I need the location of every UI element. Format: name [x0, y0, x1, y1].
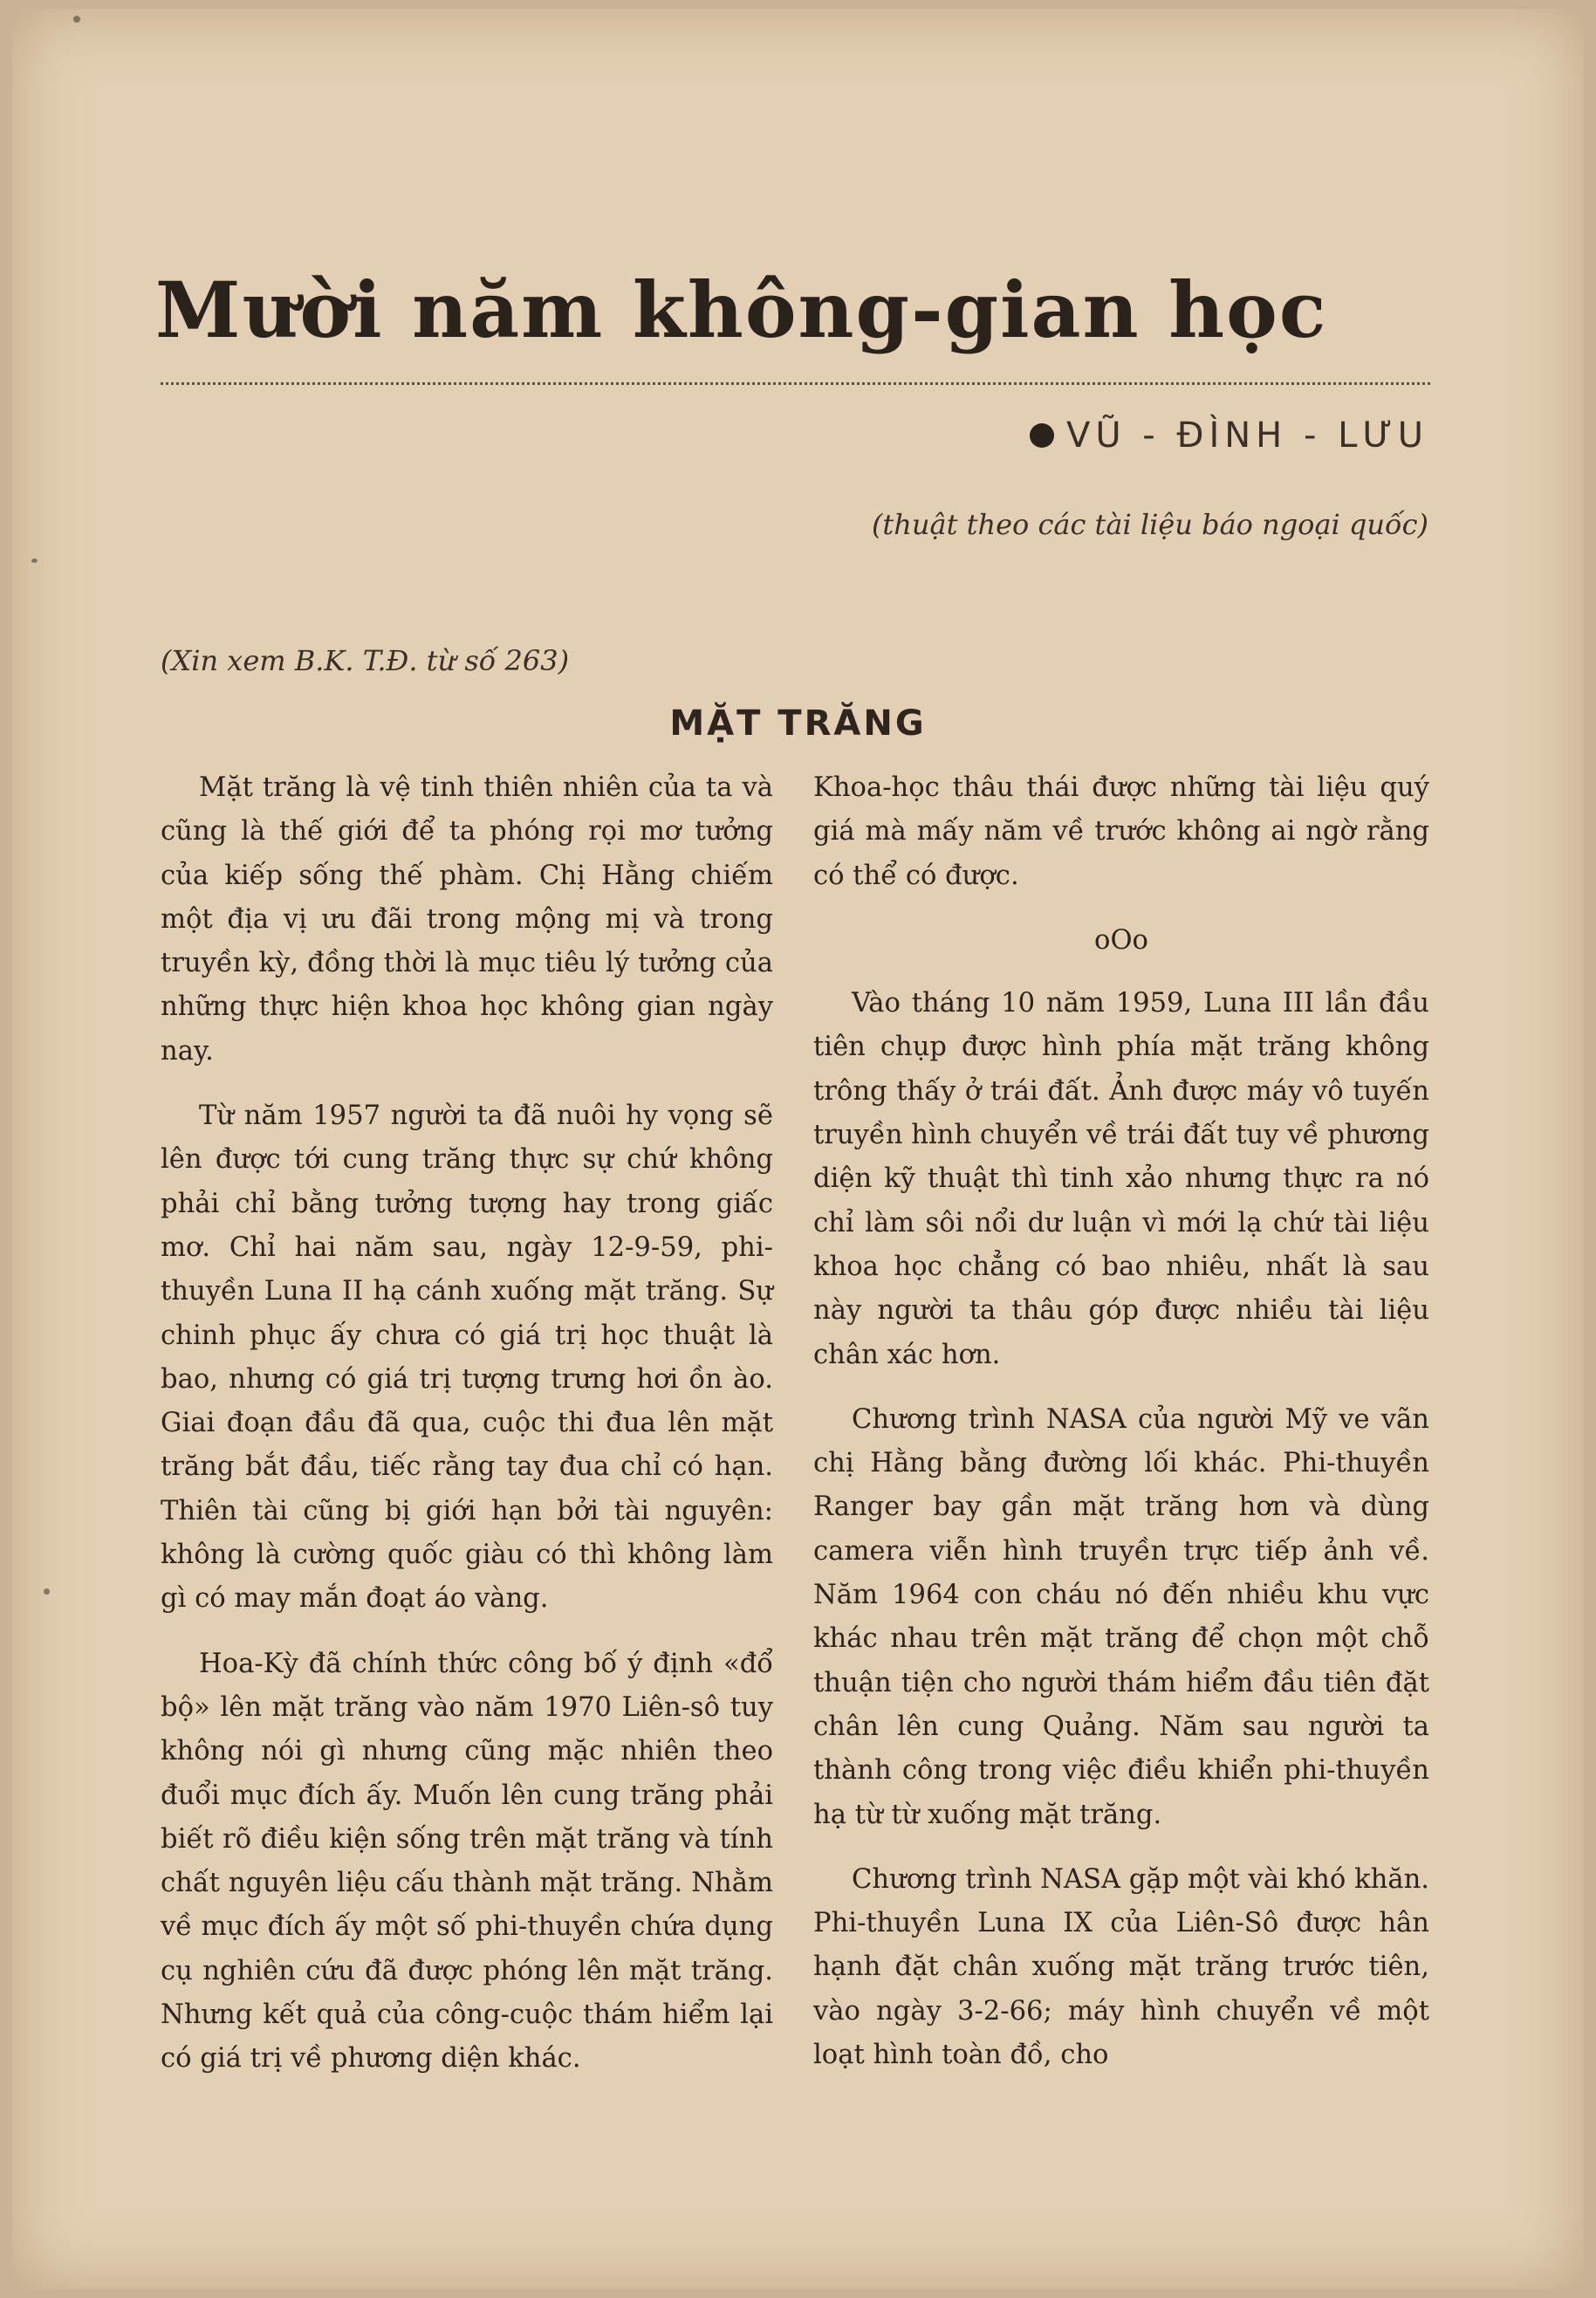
paragraph: Hoa-Kỳ đã chính thức công bố ý định «đổ bộ» lên mặt trăng vào năm 1970 Liên-sô tuy không nói gì nhưng cũng mặc nhiên theo đuổi mục đích ấy. Muốn lên cung trăng phải biết rõ điều kiện sống trên mặt trăng và tính chất nguyên liệu cấu thành mặt trăng. Nhằm về mục đích ấy một số phi-thuyền chứa dụng cụ nghiên cứu đã được phóng lên mặt trăng. Nhưng kết quả của công-cuộc thám hiểm lại có giá trị về phương diện khác. [161, 1648, 773, 2075]
reference-note: (Xin xem B.K. T.Đ. từ số 263) [161, 644, 570, 677]
article-title: Mười năm không-gian học [155, 264, 1328, 355]
paper-spot [44, 1588, 50, 1595]
title-divider [161, 382, 1430, 385]
bullet-icon [1030, 423, 1054, 448]
paragraph-continuation: Khoa-học thâu thái được những tài liệu quý giá mà mấy năm về trước không ai ngờ rằng có thể có được. [813, 772, 1429, 891]
paragraph: Từ năm 1957 người ta đã nuôi hy vọng sẽ lên được tới cung trăng thực sự chứ không phải chỉ bằng tưởng tượng hay trong giấc mơ. Chỉ hai năm sau, ngày 12-9-59, phi-thuyền Luna II hạ cánh xuống mặt trăng. Sự chinh phục ấy chưa có giá trị học thuật là bao, nhưng có giá trị tượng trưng hơi ồn ào. Giai đoạn đầu đã qua, cuộc thi đua lên mặt trăng bắt đầu, tiếc rằng tay đua chỉ có hạn. Thiên tài cũng bị giới hạn bởi tài nguyên: không là cường quốc giàu có thì không làm gì có may mắn đoạt áo vàng. [161, 1101, 773, 1615]
left-column [161, 766, 773, 2102]
paper-spot [31, 559, 38, 563]
paragraph: Chương trình NASA gặp một vài khó khăn. Phi-thuyền Luna IX của Liên-Sô được hân hạnh đặt chân xuống mặt trăng trước tiên, vào ngày 3-2-66; máy hình chuyển về một loạt hình toàn đồ, cho [813, 1863, 1429, 2071]
paragraph: Vào tháng 10 năm 1959, Luna III lần đầu tiên chụp được hình phía mặt trăng không trông thấy ở trái đất. Ảnh được máy vô tuyến truyền hình chuyển về trái đất tuy về phương diện kỹ thuật thì tinh xảo nhưng thực ra nó chỉ làm sôi nổi dư luận vì mới lạ chứ tài liệu khoa học chẳng có bao nhiêu, nhất là sau này người ta thâu góp được nhiều tài liệu chân xác hơn. [813, 988, 1429, 1370]
paper-spot [73, 16, 80, 23]
paragraph: Mặt trăng là vệ tinh thiên nhiên của ta và cũng là thế giới để ta phóng rọi mơ tưởng của kiếp sống thế phàm. Chị Hằng chiếm một địa vị ưu đãi trong mộng mị và trong truyền kỳ, đồng thời là mục tiêu lý tưởng của những thực hiện khoa học không gian ngày nay. [161, 772, 773, 1067]
section-heading: MẶT TRĂNG [669, 703, 927, 744]
right-column [813, 766, 1429, 2098]
paragraph: Chương trình NASA của người Mỹ ve vãn chị Hằng bằng đường lối khác. Phi-thuyền Ranger bay gần mặt trăng hơn và dùng camera viễn hình truyền trực tiếp ảnh về. Năm 1964 con cháu nó đến nhiều khu vực khác nhau trên mặt trăng để chọn một chỗ thuận tiện cho người thám hiểm đầu tiên đặt chân lên cung Quảng. Năm sau người ta thành công trong việc điều khiển phi-thuyền hạ từ từ xuống mặt trăng. [813, 1403, 1429, 1830]
section-separator: oOo [1094, 924, 1148, 956]
magazine-page [12, 9, 1584, 2289]
author-name: VŨ - ĐÌNH - LƯU [1065, 415, 1428, 456]
author-byline [1030, 415, 1428, 456]
source-note: (thuật theo các tài liệu báo ngoại quốc) [871, 508, 1428, 541]
